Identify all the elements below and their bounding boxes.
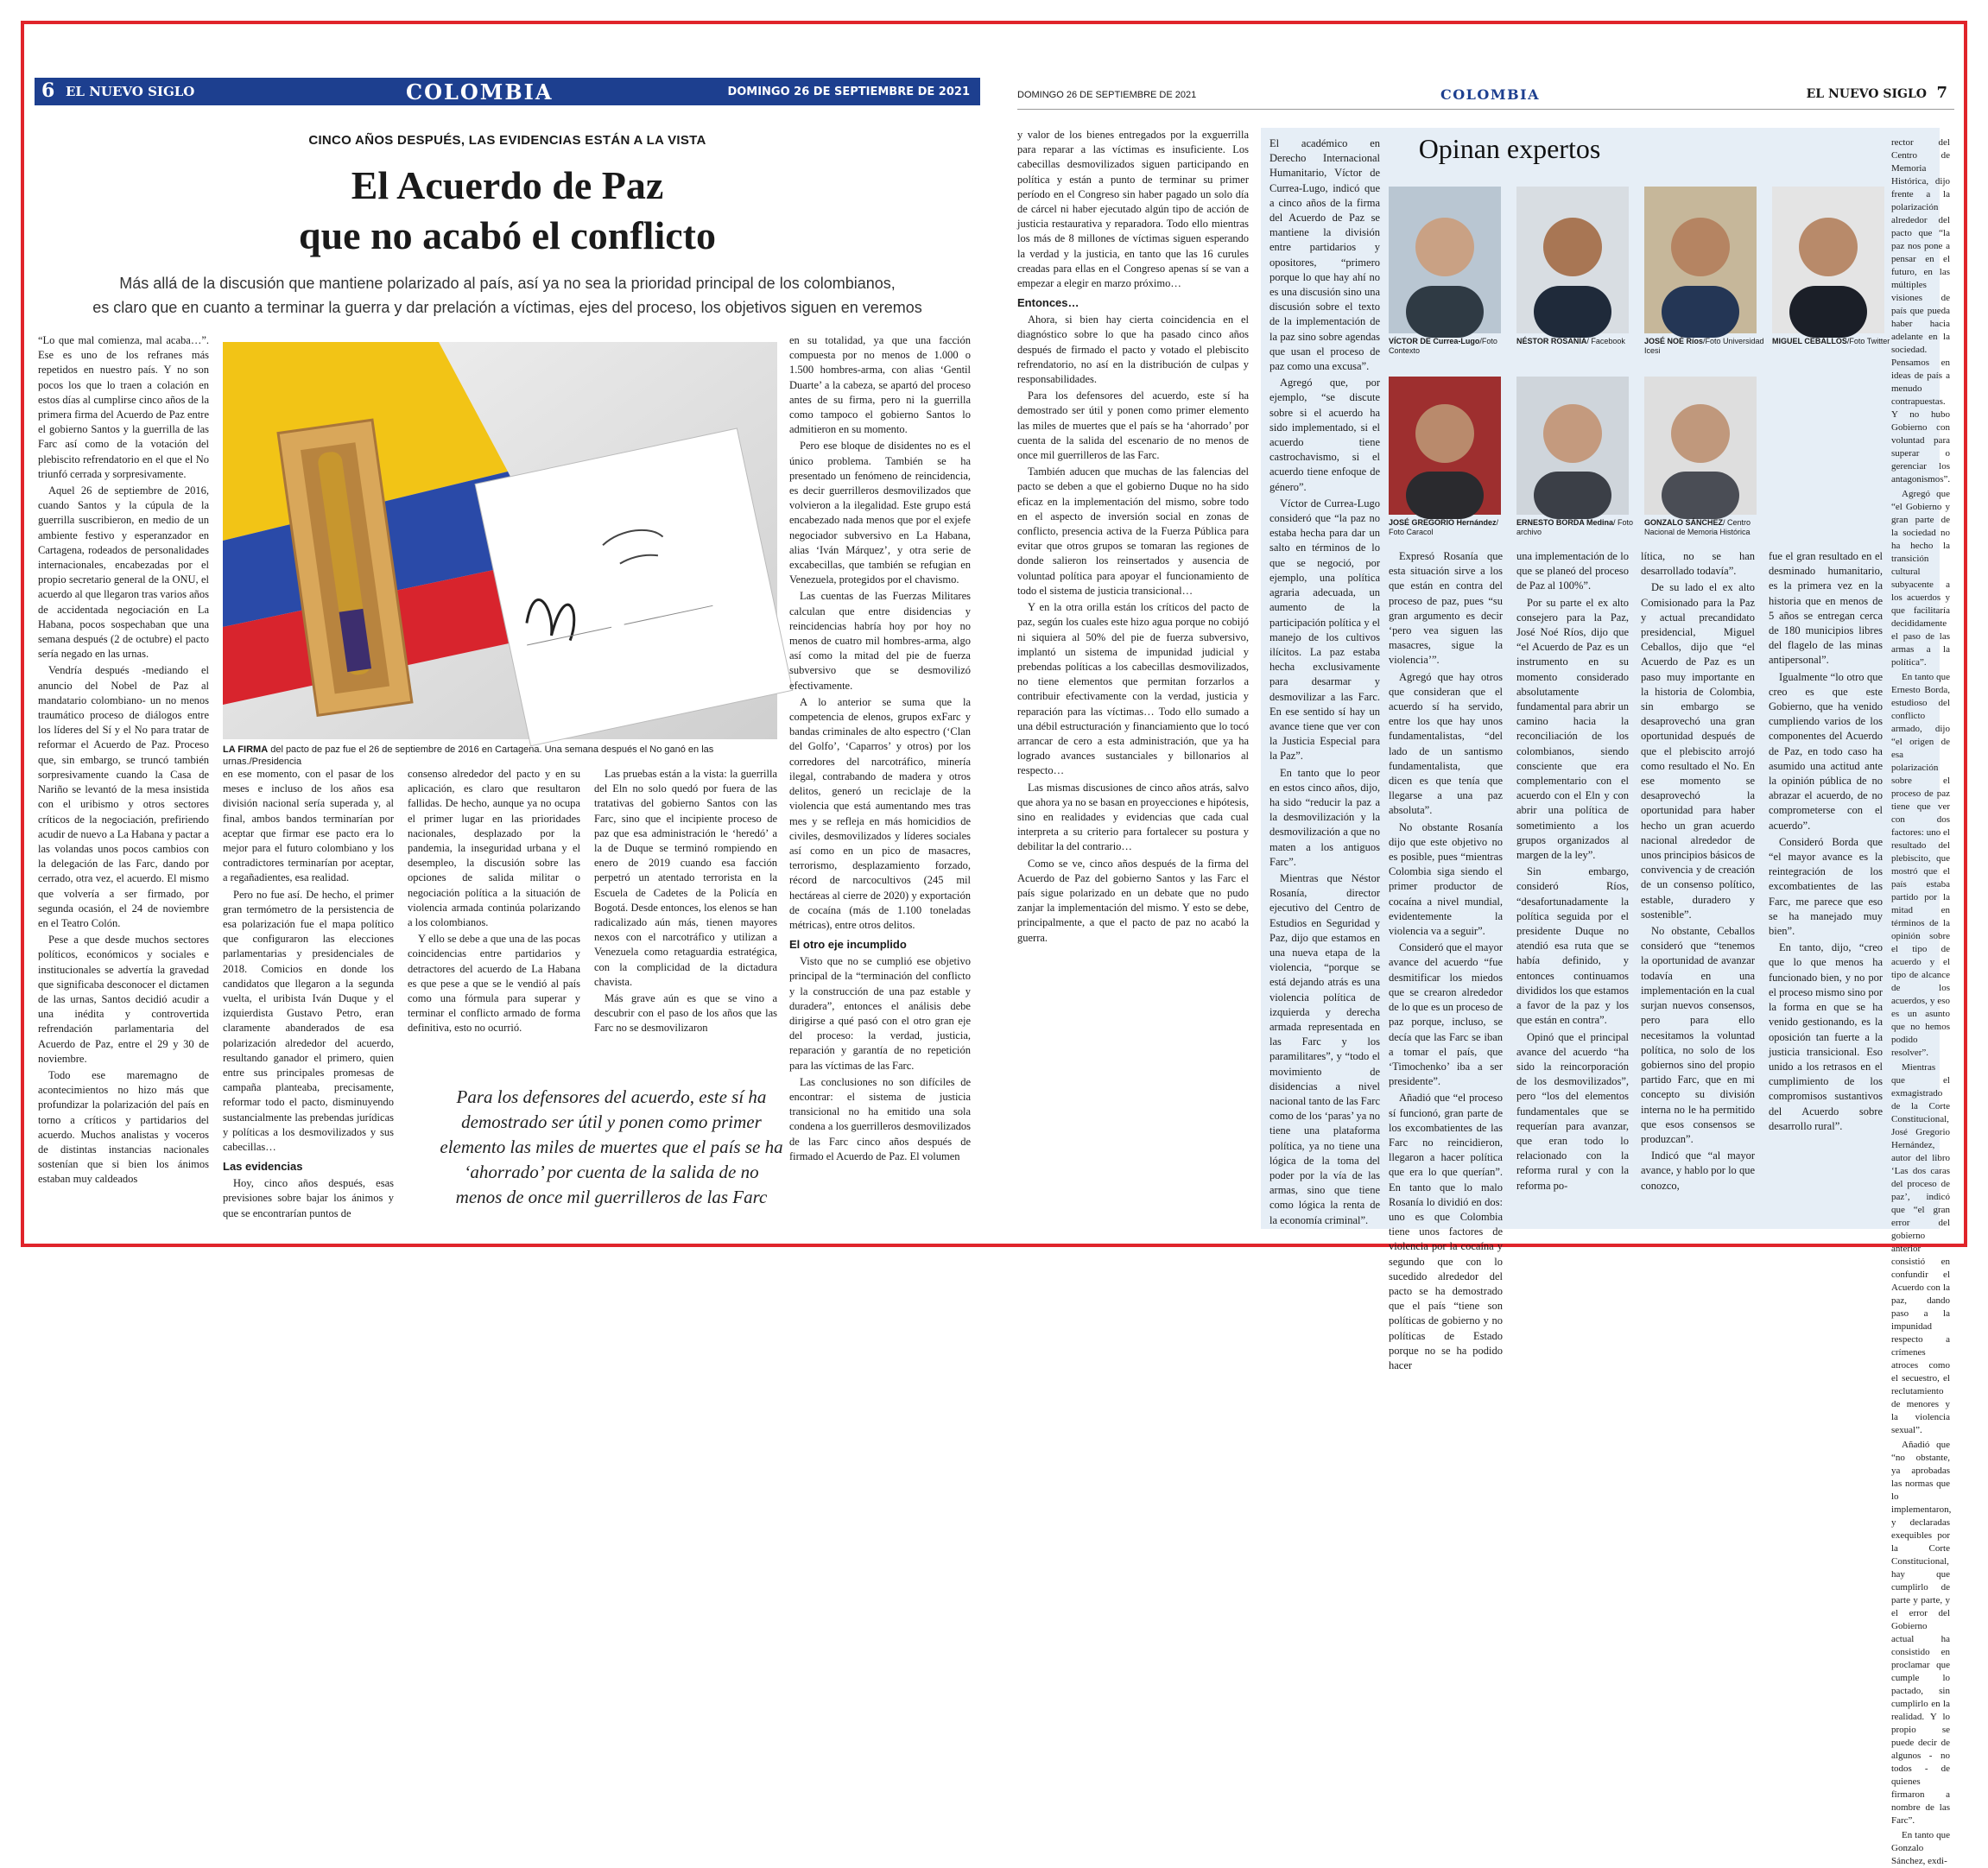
experts-column-2 [1389,549,1503,1371]
paragraph: “Lo que mal comienza, mal acaba…”. Ese es uno de los refranes más repetidos en nuestro país. Y no son pocos los que lo traen a colación en estos días al cumplirse cinco años de la primera firma del Acuerdo de Paz entre el gobierno Santos y la guerrilla de las Farc así como de la votación del plebiscito refrendatorio en el que el No triunfó cerrada y sorpresivamente. [38,334,209,480]
right-header [1017,83,1954,110]
paragraph: Indicó que “al mayor avance, y hablo por lo que conozco, [1641,1149,1755,1192]
paragraph: y valor de los bienes entregados por la exguerrilla para reparar a las víctimas es insuficiente. Los cabecillas desmovilizados siguen participando en política y están a punto de terminar su primer período en el Congreso sin haber pagado un solo día de cárcel ni haber ejecutado algún tipo de acción de justicia restaurativa y reparadora. Todo ello mientras los más de 8 millones de víctimas siguen esperando la verdad y la justicia, en tanto que las 16 curules creadas para ellas en el Congreso apenas sí se van a empezar a elegir en marzo próximo… [1017,129,1249,290]
signing-photo-illustration [223,342,777,739]
right-page [1017,66,1954,1866]
paragraph: No obstante, Ceballos consideró que “tenemos la oportunidad de avanzar todavía en una implementación en la cual surjan nuevos consensos, pero para ello necesitamos la voluntad política, no solo de los gobiernos sino del propio partido Farc, que en mi concepto su división interna no le ha permitido que esos consensos se produzcan”. [1641,925,1755,1145]
deck-line-1: Más allá de la discusión que mantiene polarizado al país, así ya no sea la prioridad principal de los colombianos, [119,275,896,292]
article-column-3 [408,767,580,1078]
article-column-5 [789,333,971,1225]
paragraph: No obstante Rosanía dijo que este objetivo no es posible, pues “mientras Colombia siga siendo el primer productor de cocaína a nivel mundial, evidentemente la violencia va a seguir”. [1389,820,1503,938]
subheading: Entonces… [1017,296,1079,310]
paragraph: Mientras que el exmagistrado de la Corte Constitucional, José Gregorio Hernández, autor del libro ‘Las dos caras del proceso de paz’, indicó que “el gran error del gobierno anterior consistió en confundir el Acuerdo con la paz, dando paso a la impunidad respecto a crímenes atroces como el secuestro, el reclutamiento de menores y la violencia sexual”. [1891,1062,1950,1435]
paragraph: Ahora, si bien hay cierta coincidencia en el diagnóstico sobre lo que ha pasado cinco años después de firmado el pacto y votado el plebiscito refrendatorio, no así en la distribución de culpas y responsabilidades. [1017,313,1249,386]
paragraph: Visto que no se cumplió ese objetivo principal de la “terminación del conflicto y la construcción de una paz estable y duradera”, entonces el análisis debe dirigirse a qué pasó con el otro gran eje del proceso: la verdad, justicia, reparación y garantía de no repetición para las víctimas de las Farc. [789,955,971,1072]
paragraph: En tanto que Ernesto Borda, estudioso del conflicto armado, dijo “el origen de esa polarización sobre el proceso de paz tiene que ver con dos factores: uno el resultado del plebiscito, que mostró que el país estaba partido por la mitad en términos de la opinión sobre el tipo de acuerdo y el tipo de alcance de los acuerdos, y eso es un asunto que no hemos podido resolver”. [1891,672,1950,1058]
paragraph: Víctor de Currea-Lugo consideró que “la paz no estaba hecha para dar un salto en términos de lo que se negoció, por ejemplo, una política agraria adecuada, un aumento de la participación política y el manejo de los cultivos ilícitos. La paz estaba hecha exclusivamente para desarmar y desmovilizar a las Farc. En ese sentido sí hay un avance tiene que ver con la Justicia Especial para la Paz”. [1269,497,1380,763]
page-number: 7 [1936,84,1947,102]
portrait-caption: NÉSTOR ROSANÍA/ Facebook [1516,337,1625,345]
paragraph: en ese momento, con el pasar de los meses e incluso de los años esa división nacional sería superada y, al final, ambos bandos terminarían por aceptar que firmar ese pacto era lo mejor para el futuro colombiano y los contradictores terminarían por aceptar, a regañadientes, esa realidad. [223,768,394,884]
subheading: Las evidencias [223,1160,303,1174]
paragraph: En tanto, dijo, “creo que lo que menos ha funcionado bien, y no por el proceso mismo sino por la forma en que se ha venido gestionando, es la oposición tan fuerte a la justicia transicional. Eso unido a los retrasos en el cumplimiento de los compromisos sustantivos del Acuerdo sobre desarrollo rural”. [1769,941,1883,1132]
paragraph: Agregó que, por ejemplo, “se discute sobre si el acuerdo ha sido implementado, si el acuerdo tiene castrochavismo, si el acuerdo tiene enfoque de género”. [1269,377,1380,493]
kicker: CINCO AÑOS DESPUÉS, LAS EVIDENCIAS ESTÁN A LA VISTA [308,133,706,148]
brand-name: EL NUEVO SIGLO [1806,87,1927,101]
portrait-gonzalo-sanchez [1644,377,1757,515]
paragraph: Aquel 26 de septiembre de 2016, cuando Santos y la cúpula de la guerrilla suscribieron, en medio de un ambiente festivo y esperanzador en Cartagena, rodeados de personalidades internacionales, encabezadas por el propio secretario general de la ONU, el acuerdo al que llegaron tras varios años de accidentada negociación en La Habana, pocos sospechaban que una semana después (2 de octubre) el pacto sería negado en las urnas. [38,484,209,661]
deck [52,271,963,320]
paragraph: lítica, no se han desarrollado todavía”. [1641,550,1755,578]
paragraph: Sin embargo, consideró Ríos, “desafortunadamente la política seguida por el presidente Duque no atendió esa ruta que se había definido, y entonces continuamos divididos los que estamos a favor de la paz y los que están en contra”. [1516,865,1629,1027]
paragraph: Consideró que el mayor avance del acuerdo “fue desmitificar los miedos que se crearon alrededor de lo que es un proceso de paz porque, incluso, se decía que las Farc se iban a tomar el país, que ‘Timochenko’ iba a ser presidente”. [1389,941,1503,1088]
paragraph: Las cuentas de las Fuerzas Militares calculan que entre disidencias y reincidencias habría hoy por hoy no menos de cuatro mil hombres-arma, algo así como la mitad del pie de fuerza subversivo que se desmovilizó efectivamente. [789,590,971,692]
paragraph: fue el gran resultado en el desminado humanitario, es la primera vez en la historia que en menos de 5 años se entregan cerca de 180 municipios libres del flagelo de las minas antipersonal”. [1769,550,1883,667]
headline-line-1: El Acuerdo de Paz [351,163,664,207]
paragraph: Las conclusiones no son difíciles de encontrar: el sistema de justicia transicional no ha emitido una sola condena a los guerrilleros desmovilizados de las Farc cinco años después de firmado el Acuerdo de Paz. El volumen [789,1075,971,1162]
paragraph: Expresó Rosanía que esta situación sirve a los que están en contra del proceso de paz, pues “su gran argumento es decir ‘pero vea siguen las masacres, sigue la violencia’”. [1389,550,1503,667]
deck-line-2: es claro que en cuanto a terminar la guerra y dar prelación a víctimas, ejes del proceso, los objetivos siguen en veremos [92,299,922,316]
person-photo-icon [1644,187,1757,333]
portrait-jose-noe-rios [1644,187,1757,333]
paragraph: Opinó que el principal avance del acuerdo “ha sido la reincorporación de los desmovilizados”, pero “los del elementos fundamentales que se requerían para avanzar, que eran todo lo relacionado con la reforma rural y con la reforma po- [1516,1030,1629,1192]
experts-column-3 [1516,549,1629,1227]
person-photo-icon [1516,187,1629,333]
experts-column-4 [1641,549,1755,1227]
paragraph: Y ello se debe a que una de las pocas coincidencias entre partidarios y detractores del acuerdo de La Habana es que pese a que se le vendió al país como una fórmula para superar y terminar el conflicto armado de forma definitiva, esto no ocurrió. [408,933,580,1035]
brand-name: EL NUEVO SIGLO [66,84,195,99]
paragraph: Pero no fue así. De hecho, el primer gran termómetro de la persistencia de esa polarización fue el mapa político que configuraron las elecciones parlamentarias y presidenciales de 2018. Comicios en donde los candidatos que llegaron a la segunda vuelta, el uribista Iván Duque y el izquierdista Gustavo Petro, eran claramente abanderados de esa polarización alrededor del acuerdo, resultando ganador el primero, quien entre sus principales promesas de campaña planteaba, precisamente, reformar todo el pacto, disminuyendo sustancialmente las prebendas jurídicas y políticas a los desmovilizados y sus cabecillas… [223,888,394,1154]
paragraph: Como se ve, cinco años después de la firma del Acuerdo de Paz del gobierno Santos y las Farc el país sigue polarizado en un debate que no pudo zanjar la implementación del mismo. Y esto se debe, principalmente, a que el pacto de paz no acabó la guerra. [1017,857,1249,944]
paragraph: El académico en Derecho Internacional Humanitario, Víctor de Currea-Lugo, indicó que a cinco años de la firma del Acuerdo de Paz se mantiene la división entre partidarios y opositores, “primero porque lo que hay ahí no es una discusión sino una discusión sobre el texto de la implementación de la paz sino sobre agendas que usan el proceso de paz como una excusa”. [1269,137,1380,373]
issue-date: DOMINGO 26 DE SEPTIEMBRE DE 2021 [1017,90,1197,100]
experts-title: Opinan expertos [1418,133,1601,164]
portrait-caption: VÍCTOR DE Currea-Lugo/Foto Contexto [1389,337,1497,355]
portrait-jose-gregorio-hernandez [1389,377,1501,515]
portrait-nestor-rosania [1516,187,1629,333]
person-photo-icon [1516,377,1629,515]
experts-column-5 [1769,549,1883,1227]
paragraph: una implementación de lo que se planeó del proceso de Paz al 100%”. [1516,550,1629,592]
paragraph: De su lado el ex alto Comisionado para la Paz y actual precandidato presidencial, Miguel Ceballos, dijo que “el Acuerdo de Paz es un paso muy importante en la historia de Colombia, sin embargo se desaprovechó una gran oportunidad después de que el plebiscito arrojó como resultado el No. En ese momento se desaprovechó la oportunidad para haber hecho un gran acuerdo nacional alrededor de unos principios básicos de convivencia y de creación de un consenso político, estable, duradero y sostenible”. [1641,581,1755,921]
article-column-4 [594,767,777,1078]
paragraph: Mientras que Néstor Rosanía, director ejecutivo del Centro de Estudios en Seguridad y Paz, dijo que estamos en una nueva etapa de la violencia, “porque se está dejando atrás es una violencia política de izquierda y derecha armada representada en las Farc y los paramilitares”, y “todo el movimiento de disidencias a nivel nacional tanto de las Farc como de los ‘paras’ ya no tiene una plataforma política, ya no tiene una lógica de la toma del poder por la vía de las armas, sino que tiene como lógica la renta de la economía criminal”. [1269,871,1380,1226]
paragraph: También aducen que muchas de las falencias del pacto se deben a que el gobierno Duque no ha sido eficaz en la implementación del mismo, sobre todo en el aspecto de inversión social en zonas de conflicto, presencia activa de la Fuerza Pública para evitar que otros grupos se tomaran las regiones de donde salieron los reinsertados y ausencia de voluntad política para apoyar el funcionamiento de todo el sistema de justicia transicional… [1017,465,1249,597]
portrait-caption: GONZALO SÁNCHEZ/ Centro Nacional de Memoria Histórica [1644,518,1751,536]
paragraph: Vendría después -mediando el anuncio del Nobel de Paz al mandatario colombiano- un no menos traumático proceso de diálogos entre los líderes del Sí y el No para tratar de reformar el Acuerdo de Paz. Proceso que, sin embargo, se truncó también sorpresivamente cuando la Casa de Nariño se levantó de la mesa insistida con el uribismo y otros sectores críticos de la negociación, prefiriendo acudir de nuevo a La Habana y pactar a las volandas unos pocos cambios con la delegación de las Farc, dando por cerrado, otra vez, el acuerdo. El mismo que volvería a ser firmado, por segunda ocasión, el 24 de noviembre en el Teatro Colón. [38,664,209,929]
paragraph: Más grave aún es que se vino a descubrir con el paso de los años que las Farc no se desmovilizaron [594,992,777,1035]
paragraph: consenso alrededor del pacto y en su aplicación, es claro que resultaron fallidas. De hecho, aunque ya no ocupa el primer lugar en las prioridades nacionales, desplazado por la pandemia, la inseguridad urbana y el desempleo, la discusión sobre las opciones de salida militar o negociación política a la situación de violencia armada continúa polarizando a los colombianos. [408,768,580,929]
photo-caption [223,744,777,768]
paragraph: Agregó que hay otros que consideran que el acuerdo sí ha servido, entre los que hay unos fundamentalistas, “del lado de un santismo fundamentalista, que dicen es que tenía que llegarse a una paz absoluta”. [1389,670,1503,817]
portrait-miguel-ceballos [1772,187,1884,333]
pull-quote: Para los defensores del acuerdo, este sí ha demostrado ser útil y ponen como primer elemento las miles de muertes que el país se ha ‘ahorrado’ por cuenta de la salida de no menos de once mil guerrilleros de las Farc [440,1086,783,1207]
article-column-r1 [1017,128,1249,1229]
signing-photo [223,342,777,739]
person-photo-icon [1389,377,1501,515]
portrait-caption: JOSÉ NOÉ Ríos/Foto Universidad Icesi [1644,337,1764,355]
person-photo-icon [1772,187,1884,333]
paragraph: en su totalidad, ya que una facción compuesta por no menos de 1.000 o 1.500 hombres-arma, con alias ‘Gentil Duarte’ a la cabeza, se apartó del proceso antes de su firma, pero ni la guerrilla como tampoco el gobierno Santos lo admitieron en su momento. [789,334,971,436]
page-number: 6 [41,79,55,102]
experts-column-6 [1891,136,1952,1866]
subheading: El otro eje incumplido [789,938,907,952]
left-header [35,78,980,105]
paragraph: A lo anterior se suma que la competencia de elenos, grupos exFarc y bandas criminales de alto espectro (‘Clan del Golfo’, ‘Caparros’ y otros) por los corredores del narcotráfico, minería ilegal, contrabando de madera y otros delitos, generó un reciclaje de la violencia que está aumentando mes tras mes y se refleja en más homicidios de civiles, desmovilizados y líderes sociales así como en un pico de masacres, terrorismo, desplazamiento forzado, récord de narcocultivos (245 mil hectáreas al cierre de 2020) y exportación de cocaína (más de 1.100 toneladas métricas), entre otros delitos. [789,695,971,931]
portrait-caption: MIGUEL CEBALLOS/Foto Twitter [1772,337,1890,345]
paragraph: rector del Centro de Memoria Histórica, dijo frente a la polarización alrededor del pacto que “la paz nos pone a pensar en el futuro, en las múltiples visiones de país que pueda haber hacia adelante en la sociedad. Pensamos en ideas de país a menudo contrapuestas. Y no hubo Gobierno con voluntad para superar o gerenciar los antagonismos”. [1891,137,1951,484]
issue-date: DOMINGO 26 DE SEPTIEMBRE DE 2021 [727,85,970,98]
paragraph: Por su parte el ex alto consejero para la Paz, José Noé Ríos, dijo que “el Acuerdo de Paz es un instrumento en su momento considerado absolutamente fundamental para abrir un camino hacia la reconciliación de los colombianos, siendo consciente que era complementario con el acuerdo con el Eln y con abrir una política de sometimiento a los grupos organizados al margen de la ley”. [1516,596,1629,862]
article-column-2 [223,767,394,1225]
headline-line-2: que no acabó el conflicto [299,213,716,257]
caption-label: LA FIRMA [223,744,269,755]
headline [35,161,980,261]
paragraph: Todo ese maremagno de acontecimientos no hizo más que profundizar la polarización del país en torno a críticos y partidarios del acuerdo. Muchos analistas y voceros de distintas instancias nacionales sostenían que si bien los ánimos estaban muy caldeados [38,1068,209,1186]
paragraph: Las mismas discusiones de cinco años atrás, salvo que ahora ya no se basan en proyecciones e hipótesis, sino en realidades y evidencias que cada cual interpreta a su criterio para fortalecer su postura y debilitar la del contrario… [1017,781,1249,853]
paragraph: Pese a que desde muchos sectores políticos, económicos y sociales e institucionales se advertía la gravedad que significaba desconocer el dictamen de las urnas, Santos decidió acudir a una inédita y controvertida refrendación parlamentaria del Acuerdo de Paz, entre el 29 y 30 de noviembre. [38,934,209,1065]
portrait-ernesto-borda [1516,377,1629,515]
paragraph: Consideró Borda que “el mayor avance es la reintegración de los excombatientes de las Farc, me parece que eso se ha manejado muy bien”. [1769,835,1883,938]
person-photo-icon [1644,377,1757,515]
experts-column-1 [1269,136,1380,1226]
section-name: COLOMBIA [406,79,554,104]
section-name: COLOMBIA [1440,86,1540,103]
paragraph: Las pruebas están a la vista: la guerrilla del Eln no solo quedó por fuera de las tratativas del gobierno Santos con las Farc, sino que el incipiente proceso de paz que esa administración le ‘heredó’ a la de Duque se terminó rompiendo en enero de 2019 cuando esa facción perpetró un atentado terrorista en la Escuela de Cadetes de la Policía en Bogotá. Desde entonces, los elenos se han radicalizado aún más, tienen mayores nexos con el narcotráfico y utilizan a Venezuela como retaguardia estratégica, con la complicidad de la dictadura chavista. [594,768,777,988]
article-column-1 [38,333,209,1225]
paragraph: Para los defensores del acuerdo, este sí ha demostrado ser útil y ponen como primer elemento las miles de muertes que el país se ha ‘ahorrado’ por cuenta de la salida del escenario de no menos de once mil guerrilleros de las Farc. [1017,389,1249,462]
caption-text: del pacto de paz fue el 26 de septiembre de 2016 en Cartagena. Una semana después el No ganó en las urnas./Presidencia [223,744,714,767]
paragraph: Igualmente “lo otro que creo es que este Gobierno, que ha venido cumpliendo varios de los componentes del Acuerdo de Paz, en todo caso ha asumido una actitud ante la opinión pública de no abrazar el acuerdo, de no comprometerse con el acuerdo”. [1769,670,1883,832]
left-page [35,66,980,1227]
paragraph: Hoy, cinco años después, esas previsiones sobre bajar los ánimos y que se encontrarían puntos de [223,1177,394,1219]
paragraph: Añadió que “el proceso sí funcionó, gran parte de los excombatientes de las Farc no reincidieron, llegaron a hacer política que era lo que querían”. En tanto que lo malo Rosanía lo dividió en dos: uno es que Colombia tiene unos factores de violencia por la cocaína y segundo que con lo sucedido alrededor del pacto se ha demostrado que el país “tiene son políticas de gobierno y no políticas de Estado porque no se ha podido hacer [1389,1092,1503,1371]
portrait-caption: JOSÉ GREGORIO Hernández/ Foto Caracol [1389,518,1499,536]
person-photo-icon [1389,187,1501,333]
paragraph: Pero ese bloque de disidentes no es el único problema. También se ha presentado un fenómeno de reincidencia, es decir guerrilleros desmovilizados que volvieron a la ilegalidad. Este grupo está encabezado nada menos que por el exjefe negociador subversivo en La Habana, alias ‘Iván Márquez’, y otra serie de excabecillas, que también se refugian en Venezuela, protegidos por el chavismo. [789,440,971,586]
paragraph: Agregó que “el Gobierno y gran parte de la sociedad no ha hecho la transición cultural subyacente a los acuerdos y que facilitaría decididamente el paso de las armas a la política”. [1891,489,1950,668]
paragraph: En tanto que Gonzalo Sánchez, exdi- [1891,1830,1950,1866]
portrait-caption: ERNESTO BORDA Medina/ Foto archivo [1516,518,1634,536]
portrait-victor-de-currea-lugo [1389,187,1501,333]
paragraph: Añadió que “no obstante, ya aprobadas las normas que lo implementaron, y declaradas exequibles por la Corte Constitucional, hay que cumplirlo de parte y parte, y el error del Gobierno actual ha consistido en proclamar que cumple lo pactado, sin cumplirlo en la realidad. Y lo propio se puede decir de algunos - no todos - de quienes firmaron a nombre de las Farc”. [1891,1440,1952,1826]
paragraph: En tanto que lo peor en estos cinco años, dijo, ha sido “reducir la paz a la desmovilización y la desmovilización a que no maten a los antiguos Farc”. [1269,766,1380,868]
paragraph: Y en la otra orilla están los críticos del pacto de paz, según los cuales este hizo agua porque no cobijó ni siquiera al 50% del pie de fuerza subversivo, implantó un sistema de impunidad judicial y prebendas políticas a los cabecillas desmovilizados, no tiene elementos que permitan forzarlos a contribuir efectivamente con la verdad, justicia y reparación para las víctimas… Todo ello sumado a una débil estructuración y financiamiento que lo tocó arrancar de cero a esta administración, que ya ha logrado avances sustanciales y billonarios al respecto… [1017,601,1249,777]
